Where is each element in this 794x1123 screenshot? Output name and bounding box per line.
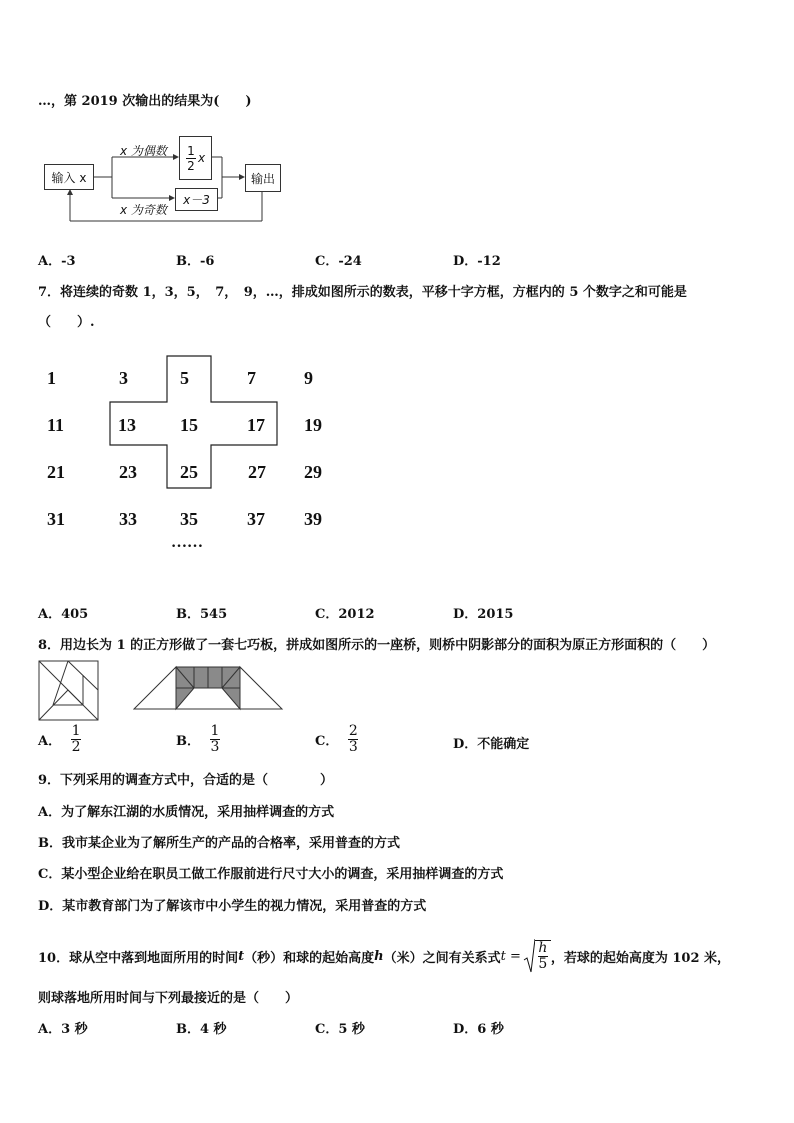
q10-option-d[interactable]: D．6 秒: [453, 1022, 504, 1037]
table-cell: 3: [119, 368, 128, 388]
table-cell: 37: [247, 509, 265, 529]
q8-option-d[interactable]: D．不能确定: [453, 737, 530, 752]
q10-stem-part-a: 10．球从空中落到地面所用的时间: [38, 950, 239, 966]
minus-expr: x－3: [183, 193, 210, 207]
q6-option-a[interactable]: A．-3: [38, 254, 76, 269]
denominator: 2: [71, 739, 81, 755]
table-cell: 21: [47, 462, 65, 482]
sqrt-radicand: [535, 940, 551, 972]
q8-option-c[interactable]: [315, 724, 358, 755]
q10-stem-part-d: ，若球的起始高度为 102 米，: [550, 950, 731, 966]
denominator: 5: [538, 956, 548, 972]
option-c-fraction: [348, 724, 358, 755]
q7-option-c[interactable]: C．2012: [315, 607, 375, 622]
q8-option-b[interactable]: [176, 724, 220, 755]
denominator: 3: [348, 739, 358, 755]
table-cell: 31: [47, 509, 65, 529]
q6-option-d[interactable]: D．-12: [453, 254, 501, 269]
q10-stem-cont: 则球落地所用时间与下列最接近的是（ ）: [38, 991, 299, 1006]
table-ellipsis: ……: [171, 534, 203, 551]
q7-option-d[interactable]: D．2015: [453, 607, 514, 622]
q6-stem: …，第 2019 次输出的结果为( ): [38, 94, 252, 109]
q7-option-a[interactable]: A．405: [38, 607, 89, 622]
q9-option-a[interactable]: A．为了解东江湖的水质情况，采用抽样调查的方式: [38, 805, 335, 820]
table-cell: 27: [248, 462, 266, 482]
option-a-fraction: [71, 724, 81, 755]
q9-stem: 9．下列采用的调查方式中，合适的是（ ）: [38, 773, 334, 788]
table-cell: 33: [119, 509, 137, 529]
q10-stem-part-c: （米）之间有关系式: [383, 950, 501, 966]
table-cell: 23: [119, 462, 137, 482]
q7-option-b[interactable]: B．545: [176, 607, 228, 622]
table-cell: 19: [304, 415, 322, 435]
table-cell: 5: [180, 368, 189, 388]
tangram-bridge-figure: [133, 664, 285, 712]
denominator: 3: [210, 739, 220, 755]
table-cell: 9: [304, 368, 313, 388]
q9-option-d[interactable]: D．某市教育部门为了解该市中小学生的视力情况，采用普查的方式: [38, 899, 427, 914]
q7-stem-cont: （ ）.: [38, 315, 95, 330]
table-cell: 39: [304, 509, 322, 529]
q9-option-b[interactable]: B．我市某企业为了解所生产的产品的合格率，采用普查的方式: [38, 836, 400, 851]
q10-option-a[interactable]: A．3 秒: [38, 1022, 88, 1037]
formula-lhs: t =: [500, 948, 521, 964]
table-cell: 1: [47, 368, 56, 388]
table-cell: 11: [47, 415, 65, 435]
option-prefix: C．: [315, 734, 339, 749]
table-cell: 29: [304, 462, 322, 482]
option-b-fraction: [210, 724, 220, 755]
half-variable: x: [197, 151, 206, 165]
table-cell: 7: [247, 368, 256, 388]
q8-stem: 8．用边长为 1 的正方形做了一套七巧板，拼成如图所示的一座桥，则桥中阴影部分的面积为原正方形面积的（ ）: [38, 638, 716, 653]
table-cell: 17: [247, 415, 265, 435]
option-prefix: B．: [176, 734, 200, 749]
tangram-square-figure: [38, 660, 100, 722]
q10-stem-part-b: （秒）和球的起始高度: [244, 950, 375, 966]
sqrt-formula: [523, 938, 551, 974]
q8-option-a[interactable]: [38, 724, 81, 755]
table-cell: 25: [180, 462, 198, 482]
var-h: h: [374, 948, 384, 964]
q6-option-c[interactable]: C．-24: [315, 254, 362, 269]
even-branch-label: x 为偶数: [120, 144, 167, 158]
numerator: h: [538, 940, 548, 956]
input-label: 输入 x: [51, 170, 87, 185]
option-prefix: A．: [38, 734, 62, 749]
q10-option-c[interactable]: C．5 秒: [315, 1022, 365, 1037]
radical-sign-icon: [523, 938, 535, 974]
q10-option-b[interactable]: B．4 秒: [176, 1022, 227, 1037]
q7-stem: 7．将连续的奇数 1，3，5， 7， 9，…，排成如图所示的数表，平移十字方框，方框内的 5 个数字之和可能是: [38, 285, 687, 300]
half-numerator: 1: [187, 143, 195, 158]
numerator: 1: [71, 723, 81, 739]
table-cell: 13: [118, 415, 136, 435]
var-t: t: [238, 948, 245, 964]
numerator: 2: [348, 723, 358, 739]
output-label: 输出: [250, 171, 275, 186]
numerator: 1: [210, 723, 220, 739]
q10-stem: [38, 938, 730, 974]
odd-branch-label: x 为奇数: [120, 203, 167, 217]
q9-option-c[interactable]: C．某小型企业给在职员工做工作服前进行尺寸大小的调查，采用抽样调查的方式: [38, 867, 504, 882]
half-denominator: 2: [187, 158, 195, 173]
table-cell: 35: [180, 509, 198, 529]
table-cell: 15: [180, 415, 198, 435]
q6-option-b[interactable]: B．-6: [176, 254, 215, 269]
